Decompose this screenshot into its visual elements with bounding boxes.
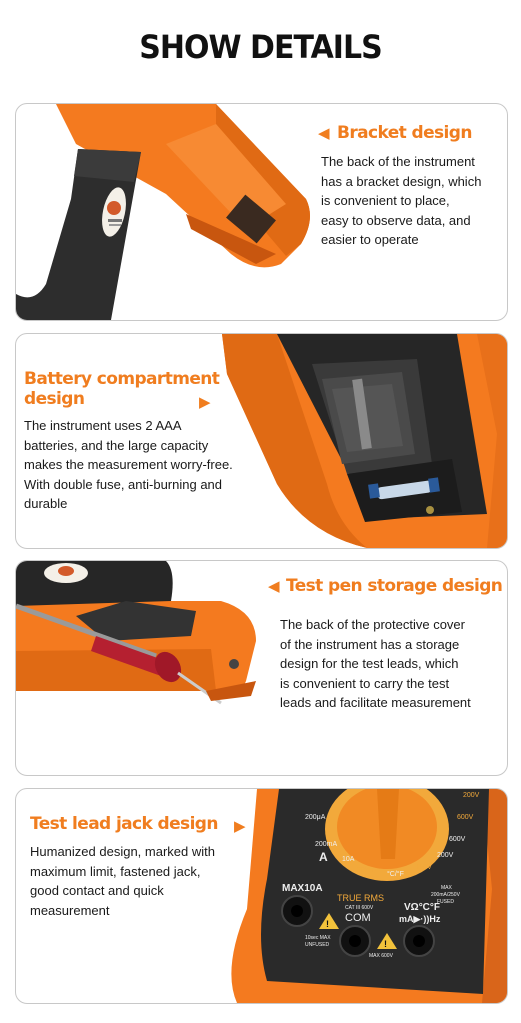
description-line: maximum limit, fastened jack, bbox=[30, 863, 201, 879]
left-arrow-icon: ◀ bbox=[268, 578, 280, 595]
jack-label: mA▶·))Hz bbox=[399, 914, 441, 924]
description-line: The back of the protective cover bbox=[280, 617, 465, 632]
dial-label: 20kHz bbox=[357, 867, 377, 874]
jack-label: UNFUSED bbox=[305, 942, 330, 948]
description-line: has a bracket design, which bbox=[321, 173, 482, 189]
description-line: easier to operate bbox=[321, 232, 419, 248]
description-line: design for the test leads, which bbox=[280, 656, 459, 672]
description-line: good contact and quick bbox=[30, 883, 164, 899]
right-arrow-icon: ▶ bbox=[234, 818, 246, 835]
description-line: The instrument uses 2 AAA bbox=[24, 418, 182, 433]
test-lead-jack-card bbox=[15, 788, 508, 1004]
jack-label: MAX bbox=[441, 885, 452, 891]
page-title: SHOW DETAILS bbox=[139, 28, 382, 67]
bracket-photo bbox=[16, 104, 316, 320]
dial-label: 200μA bbox=[305, 814, 326, 821]
right-arrow-icon: ▶ bbox=[199, 394, 211, 411]
jack-label: MAX 600V bbox=[369, 953, 393, 959]
battery-photo bbox=[217, 334, 507, 548]
jack-panel-photo bbox=[227, 789, 507, 1003]
description-line: Humanized design, marked with bbox=[30, 844, 215, 859]
dial-label: 200V bbox=[463, 792, 480, 799]
section-description bbox=[24, 416, 233, 514]
description-line: durable bbox=[24, 496, 68, 512]
left-arrow-icon: ◀ bbox=[318, 125, 330, 142]
svg-text:!: ! bbox=[326, 919, 329, 929]
jack-label: TRUE RMS bbox=[337, 893, 384, 903]
description-line: of the instrument has a storage bbox=[280, 636, 460, 652]
description-line: batteries, and the large capacity bbox=[24, 437, 209, 453]
section-description bbox=[30, 842, 215, 920]
dial-label: 200mA bbox=[315, 841, 338, 848]
dial-label: 200V bbox=[437, 852, 454, 859]
description-line: easy to observe data, and bbox=[321, 212, 471, 228]
section-heading: Bracket design bbox=[337, 123, 472, 143]
battery-compartment-card bbox=[15, 333, 508, 549]
jack-label: FUSED bbox=[437, 899, 454, 905]
dial-label: NCV bbox=[417, 864, 432, 871]
jack-label: MAX10A bbox=[282, 883, 323, 894]
jack-label: 10sec MAX bbox=[305, 935, 331, 941]
jack-label: CAT III 600V bbox=[345, 905, 374, 911]
jack-label: COM bbox=[345, 912, 371, 924]
section-description bbox=[280, 615, 471, 713]
description-line: With double fuse, anti-burning and bbox=[24, 476, 223, 492]
test-pen-photo bbox=[16, 561, 266, 775]
description-line: is convenient to carry the test bbox=[280, 675, 450, 691]
heading-line: Battery compartment bbox=[24, 369, 220, 389]
dial-label: A bbox=[319, 850, 328, 864]
svg-text:!: ! bbox=[384, 939, 387, 949]
test-pen-storage-card bbox=[15, 560, 508, 776]
description-line: The back of the instrument bbox=[321, 154, 475, 169]
dial-label: °C/°F bbox=[387, 871, 404, 878]
jack-label: VΩ°C°F bbox=[404, 902, 441, 913]
description-line: is convenient to place, bbox=[321, 193, 450, 209]
dial-label: 600V bbox=[457, 814, 474, 821]
dial-label: 10A bbox=[342, 856, 355, 863]
description-line: leads and facilitate measurement bbox=[280, 695, 471, 711]
section-heading bbox=[24, 369, 219, 409]
section-heading: Test lead jack design bbox=[30, 814, 218, 834]
description-line: makes the measurement worry-free. bbox=[24, 457, 233, 473]
section-heading: Test pen storage design bbox=[286, 576, 503, 596]
description-line: measurement bbox=[30, 902, 110, 918]
dial-label: 600V bbox=[449, 836, 466, 843]
section-description bbox=[321, 152, 481, 250]
jack-label: 200mA/250V bbox=[431, 892, 460, 898]
heading-line: design bbox=[24, 389, 85, 409]
bracket-design-card bbox=[15, 103, 508, 321]
